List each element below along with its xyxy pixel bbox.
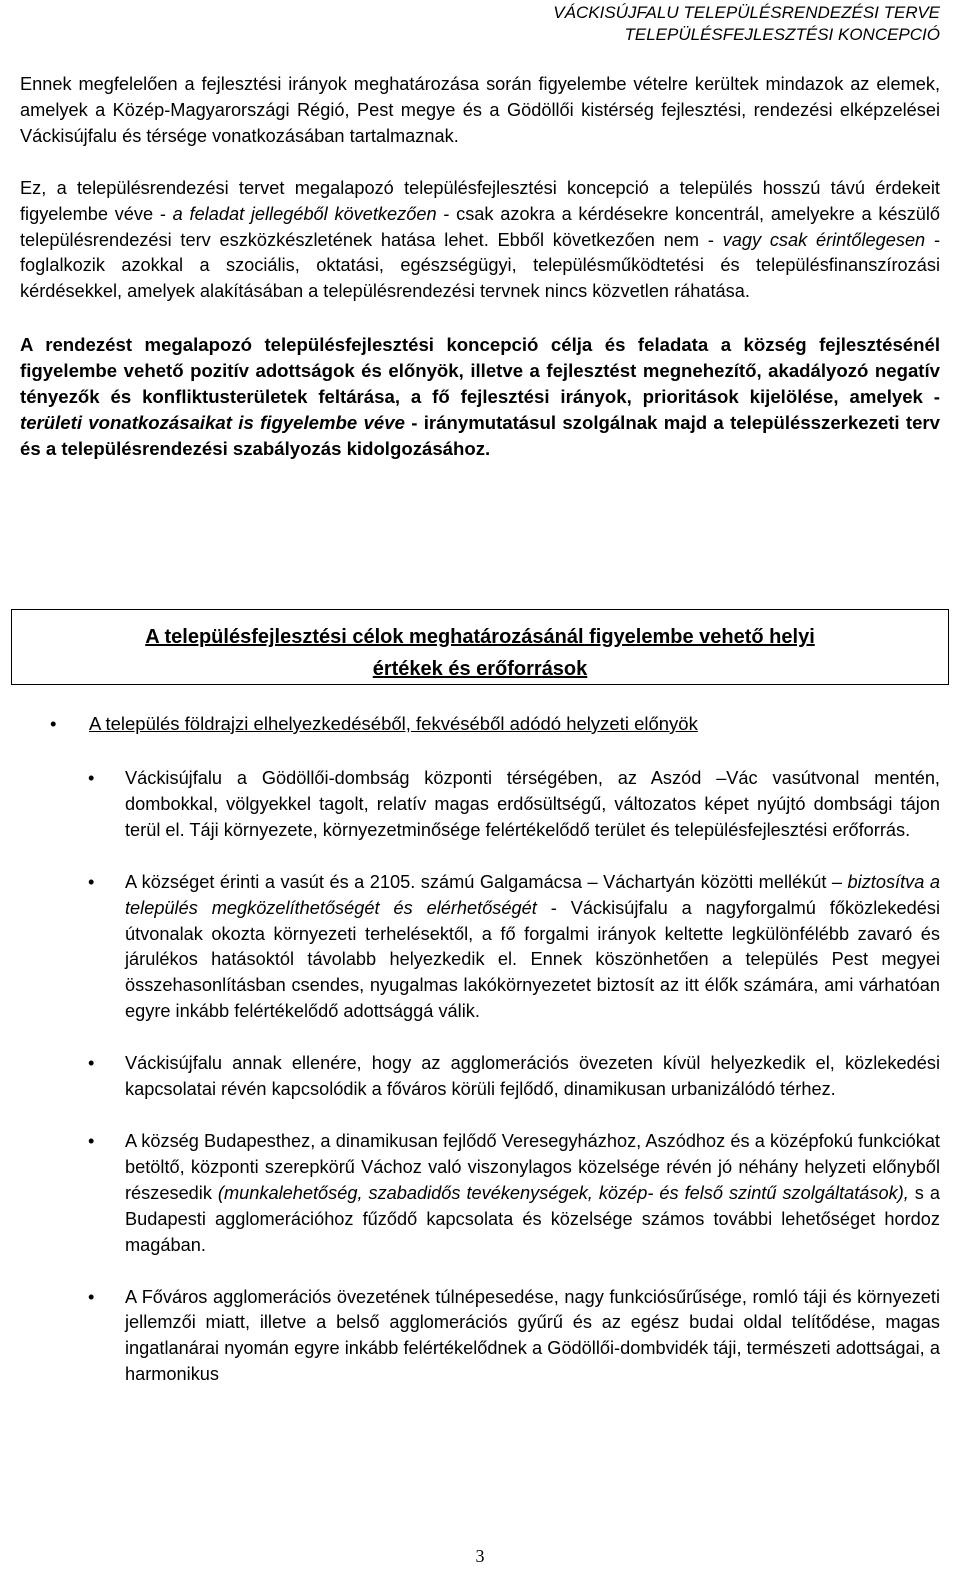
bullet-icon: • [88, 768, 95, 788]
paragraph-2-italic-1: a feladat jellegéből következően [172, 203, 437, 224]
boxed-heading-line-2 [12, 653, 948, 685]
boxed-heading-text-1: A településfejlesztési célok meghatározásánál figyelembe vehető helyi [145, 626, 815, 648]
boxed-heading-text-2: értékek és erőforrások [372, 658, 588, 680]
list-item-text-a: A község Budapesthez, a dinamikusan fejlődő Veresegyházhoz, Aszódhoz és a középfokú funkciókat betöltő, központi szerepkörű Váchoz való viszonylagos közelsége révén jó néhány helyzeti előnyből részesedik [125, 1130, 940, 1203]
list-item-text-c: s a Budapesti agglomerációhoz fűződő kapcsolata és közelsége számos további lehetőséget hordoz magában. [125, 1182, 940, 1255]
list-item-text: Váckisújfalu annak ellenére, hogy az agglomerációs övezeten kívül helyezkedik el, közlekedési kapcsolatai révén kapcsolódik a főváros körüli fejlődő, dinamikusan urbanizálódó térhez. [125, 1053, 940, 1100]
bullet-icon: • [88, 1286, 95, 1307]
paragraph-3-italic: területi vonatkozásaikat is figyelembe véve [20, 411, 405, 433]
list-item [88, 1051, 940, 1103]
header-line-1: VÁCKISÚJFALU TELEPÜLÉSRENDEZÉSI TERVE [553, 3, 940, 22]
list-item-text-c: - Váckisújfalu a nagyforgalmú főközlekedési útvonalak okozta környezeti terhelésektől, a fő forgalmi irányok keltette legkülönfélébb zavaró és járulékos hatásoktól távolabb helyezkedik el. Ennek köszönhetően a település Pest megyei összehasonlításban csendes, nyugalmas lakókörnyezetet biztosít az itt élők számára, ami várhatóan egyre inkább felértékelődő adottsággá válik. [125, 897, 940, 1022]
paragraph-2 [20, 176, 940, 306]
bullet-icon: • [50, 713, 57, 734]
body-text [20, 72, 940, 462]
section-heading-text: A település földrajzi elhelyezkedéséből, fekvéséből adódó helyzeti előnyök [89, 713, 698, 734]
list-item-italic: (munkalehetőség, szabadidős tevékenységek, közép- és felső szintű szolgáltatások), [217, 1182, 909, 1203]
paragraph-3-text-c: - iránymutatásul szolgálnak majd a településszerkezeti terv és a településrendezési szabályozás kidolgozásához. [20, 411, 941, 459]
paragraph-2-text-a: Ez, a településrendezési tervet megalapozó településfejlesztési koncepció a település hosszú távú érdekeit figyelembe véve - [20, 177, 940, 224]
page-number: 3 [475, 1546, 485, 1566]
bullet-icon: • [88, 871, 95, 892]
list-item [88, 1285, 940, 1389]
list-item [88, 766, 940, 844]
list-item [88, 870, 940, 1025]
bullet-icon: • [88, 1053, 95, 1074]
paragraph-2-text-c: - csak azokra a kérdésekre koncentrál, amelyekre a készülő településrendezési terv eszközkészletének hatása lehet. Ebből következően nem - [20, 203, 941, 250]
list-item-text: A Főváros agglomerációs övezetének túlnépesedése, nagy funkciósűrűsége, romló táji és környezeti jellemzői miatt, illetve a belső agglomerációs gyűrű és az egész budai oldal telítődése, magas ingatlanárai nyomán egyre inkább felértékelődnek a Gödöllői-dombvidék táji, természeti adottságai, a harmonikus [125, 1286, 940, 1385]
list-item-text: Váckisújfalu a Gödöllői-dombság központi térségében, az Aszód –Vác vasútvonal mentén, dombokkal, völgyekkel tagolt, relatív magas erdősültségű, változatos képet nyújtó dombsági tájon terül el. Táji környezete, környezetminősége felértékelődő terület és településfejlesztési erőforrás. [125, 768, 940, 840]
advantages-list [88, 766, 940, 1414]
boxed-heading-line-1 [12, 621, 948, 653]
list-item-italic: biztosítva a település megközelíthetőségét és elérhetőségét [125, 871, 940, 918]
paragraph-2-text-e: - foglalkozik azokkal a szociális, oktatási, egészségügyi, településműködtetési és településfinanszírozási kérdésekkel, amelyek alakításában a településrendezési tervnek nincs közvetlen ráhatása. [20, 229, 941, 302]
list-item-text-a: A községet érinti a vasút és a 2105. számú Galgamácsa – Váchartyán közötti mellékút – [125, 871, 848, 892]
list-item [88, 1129, 940, 1259]
paragraph-1: Ennek megfelelően a fejlesztési irányok meghatározása során figyelembe vételre kerültek mindazok az elemek, amelyek a Közép-Magyarországi Régió, Pest megye és a Gödöllői kistérség fejlesztési, rendezési elképzelései Váckisújfalu és térsége vonatkozásában tartalmaznak. [20, 74, 940, 146]
bullet-icon: • [88, 1130, 95, 1151]
running-header [553, 2, 940, 46]
header-line-2: TELEPÜLÉSFEJLESZTÉSI KONCEPCIÓ [624, 25, 940, 44]
paragraph-3 [20, 332, 940, 462]
paragraph-3-text-a: A rendezést megalapozó településfejlesztési koncepció célja és feladata a község fejlesztésénél figyelembe vehető pozitív adottságok és előnyök, illetve a fejlesztést megnehezítő, akadályozó negatív tényezők és konfliktusterületek feltárása, a fő fejlesztési irányok, prioritások kijelölése, amelyek - [20, 334, 940, 408]
boxed-heading [11, 609, 949, 685]
paragraph-2-italic-2: vagy csak érintőlegesen [722, 229, 926, 250]
